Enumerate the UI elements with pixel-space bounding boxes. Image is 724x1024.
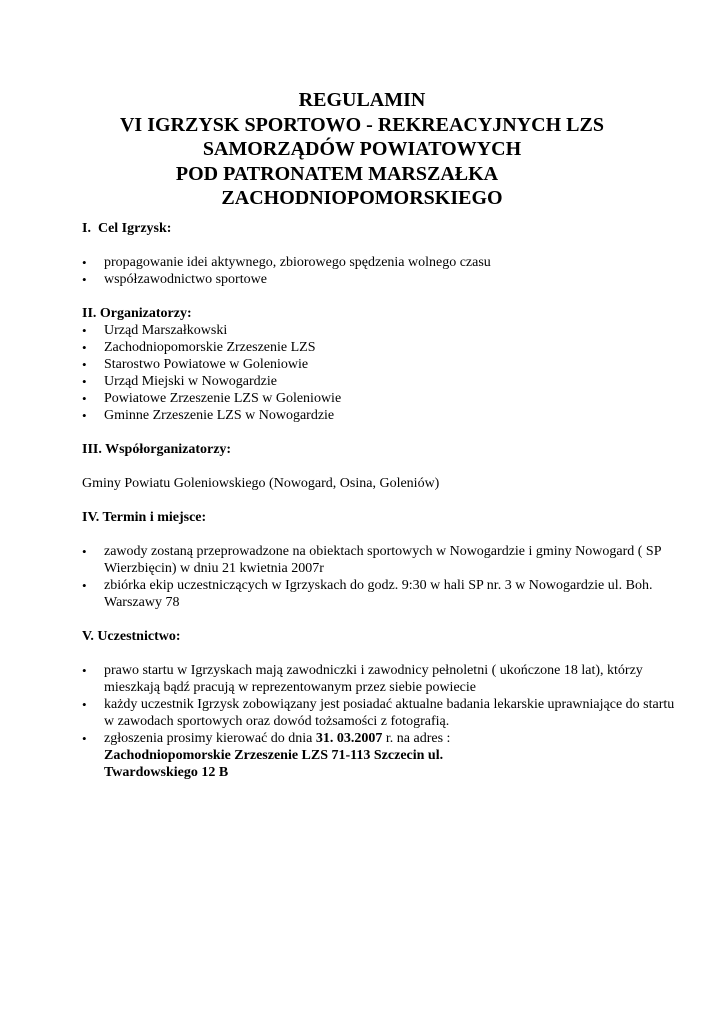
list-item: • Powiatowe Zrzeszenie LZS w Goleniowie — [82, 390, 682, 407]
list-item: • Starostwo Powiatowe w Goleniowie — [82, 356, 682, 373]
section-1-list — [82, 254, 682, 288]
list-item: • Zachodniopomorskie Zrzeszenie LZS — [82, 339, 682, 356]
section-3-text: Gminy Powiatu Goleniowskiego (Nowogard, Osina, Goleniów) — [82, 476, 440, 491]
list-item: • Urząd Marszałkowski — [82, 322, 682, 339]
section-2-heading: II. Organizatorzy: — [82, 306, 192, 321]
section-2-list — [82, 322, 682, 424]
title-line-5: ZACHODNIOPOMORSKIEGO — [221, 187, 503, 209]
list-item: • prawo startu w Igrzyskach mają zawodniczki i zawodnicy pełnoletni ( ukończone 18 lat), którzy mieszkają bądź pracują w reprezentowanym przez siebie powiecie — [82, 662, 682, 696]
document-body — [82, 220, 682, 781]
section-4-heading: IV. Termin i miejsce: — [82, 510, 207, 525]
list-item: • współzawodnictwo sportowe — [82, 271, 682, 288]
title-line-2: VI IGRZYSK SPORTOWO - REKREACYJNYCH LZS — [119, 113, 604, 136]
address-line-1: Zachodniopomorskie Zrzeszenie LZS 71-113 Szczecin ul. — [104, 748, 444, 763]
section-3-heading: III. Współorganizatorzy: — [82, 442, 232, 457]
title-line-4: POD PATRONATEM MARSZAŁKA — [175, 162, 499, 185]
list-item: • Urząd Miejski w Nowogardzie — [82, 373, 682, 390]
title-line-3: SAMORZĄDÓW POWIATOWYCH — [202, 138, 522, 160]
list-item: • propagowanie idei aktywnego, zbiorowego spędzenia wolnego czasu — [82, 254, 682, 271]
section-1-heading: I. Cel Igrzysk: — [82, 221, 172, 236]
list-item: • zawody zostaną przeprowadzone na obiektach sportowych w Nowogardzie i gminy Nowogard ( SP Wierzbięcin) w dniu 21 kwietnia 2007r — [82, 543, 682, 577]
list-item: • każdy uczestnik Igrzysk zobowiązany jest posiadać aktualne badania lekarskie uprawniające do startu w zawodach sportowych oraz dowód tożsamości z fotografią. — [82, 696, 682, 730]
list-item: • zbiórka ekip uczestniczących w Igrzyskach do godz. 9:30 w hali SP nr. 3 w Nowogardzie ul. Boh. Warszawy 78 — [82, 577, 682, 611]
list-item-registration: • zgłoszenia prosimy kierować do dnia 31. 03.2007 r. na adres : Zachodniopomorskie Zrzeszenie LZS 71-113 Szczecin ul. Twardowskiego 12 B — [82, 730, 682, 781]
section-4-list — [82, 543, 682, 611]
section-5-list — [82, 662, 682, 781]
document-title — [0, 88, 724, 211]
deadline-date: 31. 03.2007 — [315, 731, 383, 746]
title-line-1: REGULAMIN — [298, 89, 426, 111]
section-5-heading: V. Uczestnictwo: — [82, 629, 181, 644]
address-line-2: Twardowskiego 12 B — [104, 765, 229, 780]
list-item: • Gminne Zrzeszenie LZS w Nowogardzie — [82, 407, 682, 424]
